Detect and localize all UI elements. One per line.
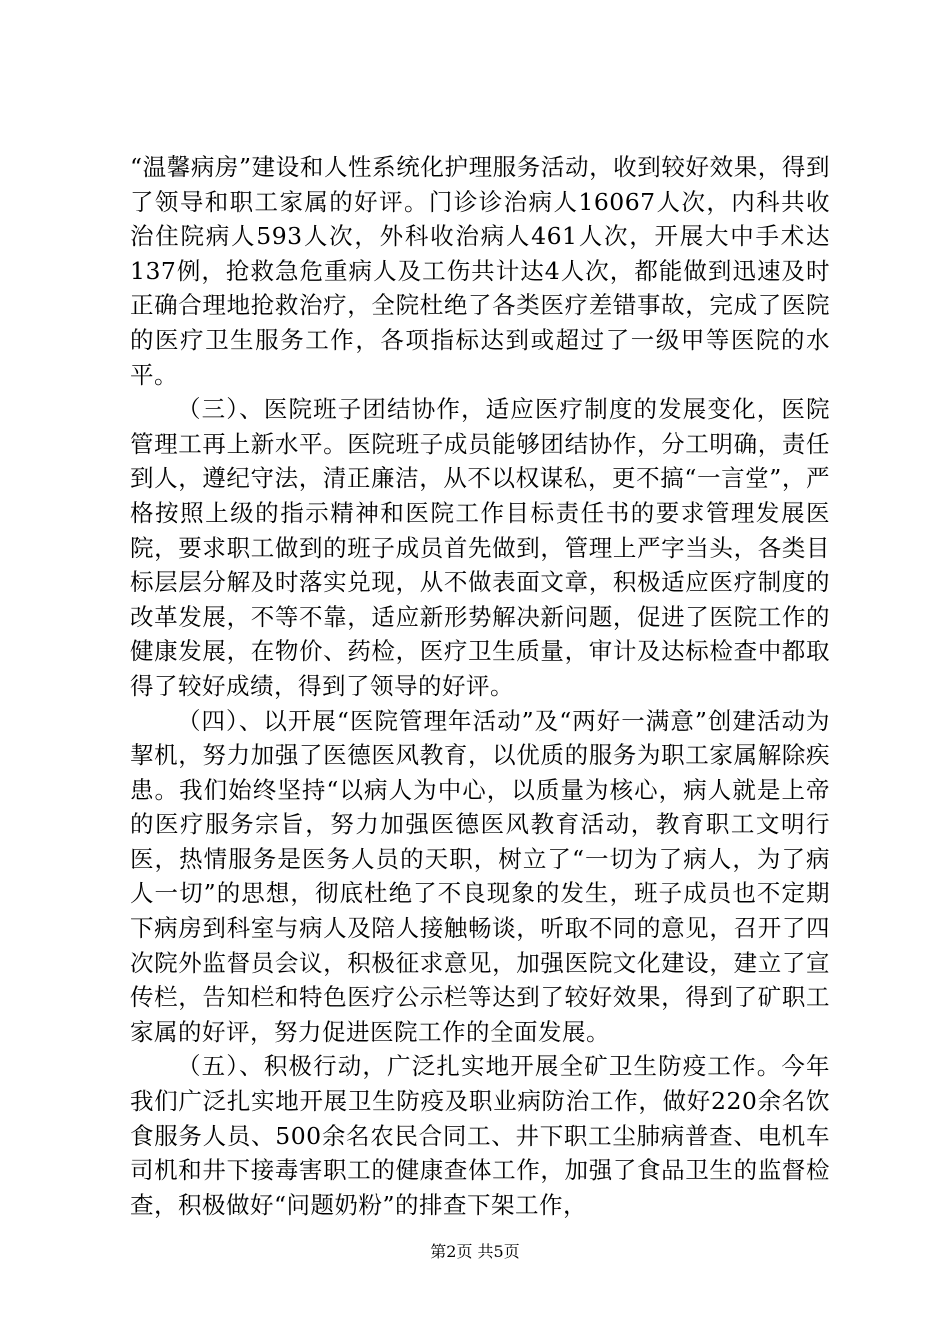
paragraph-section-3: （三）、医院班子团结协作，适应医疗制度的发展变化，医院管理工再上新水平。医院班子成员能够团结协作，分工明确，责任到人，遵纪守法，清正廉洁，从不以权谋私，更不搞“一言堂”，严格按照上级的指示精神和医院工作目标责任书的要求管理发展医院，要求职工做到的班子成员首先做到，管理上严字当头，各类目标层层分解及时落实兑现，从不做表面文章，积极适应医疗制度的改革发展，不等不靠，适应新形势解决新问题，促进了医院工作的健康发展，在物价、药检，医疗卫生质量，审计及达标检查中都取得了较好成绩，得到了领导的好评。 <box>130 395 830 700</box>
paragraph-continuation: “温馨病房”建设和人性系统化护理服务活动，收到较好效果，得到了领导和职工家属的好评。门诊诊治病人16067人次，内科共收治住院病人593人次，外科收治病人461人次，开展大中手术达137例，抢救急危重病人及工伤共计达4人次，都能做到迅速及时正确合理地抢救治疗，全院杜绝了各类医疗差错事故，完成了医院的医疗卫生服务工作，各项指标达到或超过了一级甲等医院的水平。 <box>130 153 830 389</box>
paragraph-section-4: （四）、以开展“医院管理年活动”及“两好一满意”创建活动为挈机，努力加强了医德医风教育，以优质的服务为职工家属解除疾患。我们始终坚持“以病人为中心，以质量为核心，病人就是上帝的医疗服务宗旨，努力加强医德医风教育活动，教育职工文明行医，热情服务是医务人员的天职，树立了“一切为了病人，为了病人一切”的思想，彻底杜绝了不良现象的发生，班子成员也不定期下病房到科室与病人及陪人接触畅谈，听取不同的意见，召开了四次院外监督员会议，积极征求意见，加强医院文化建设，建立了宣传栏，告知栏和特色医疗公示栏等达到了较好效果，得到了矿职工家属的好评，努力促进医院工作的全面发展。 <box>130 706 830 1046</box>
document-body <box>130 150 830 1222</box>
paragraph-section-5: （五）、积极行动，广泛扎实地开展全矿卫生防疫工作。今年我们广泛扎实地开展卫生防疫及职业病防治工作，做好220余名饮食服务人员、500余名农民合同工、井下职工尘肺病普查、电机车司机和井下接毒害职工的健康查体工作，加强了食品卫生的监督检查，积极做好“问题奶粉”的排查下架工作， <box>130 1052 830 1219</box>
page-footer: 第2页 共5页 <box>430 1242 520 1261</box>
